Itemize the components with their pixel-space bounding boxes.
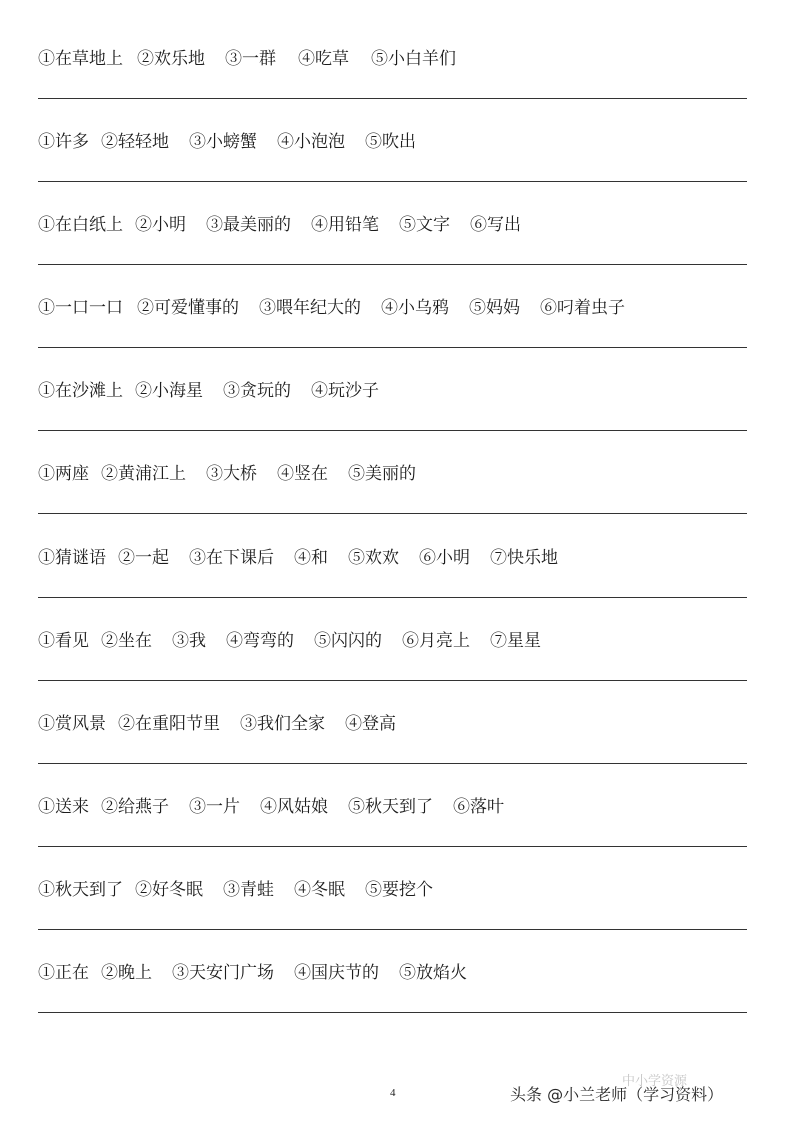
word-item: ③我 (172, 631, 206, 651)
word-item: ②黄浦江上 (101, 464, 186, 484)
word-item: ④冬眠 (294, 880, 345, 900)
exercise-row (0, 628, 793, 711)
word-item: ⑥月亮上 (402, 631, 470, 651)
word-item: ⑤要挖个 (365, 880, 433, 900)
word-item: ③最美丽的 (206, 215, 291, 235)
word-item: ⑤吹出 (365, 132, 416, 152)
word-item: ③天安门广场 (172, 963, 274, 983)
word-item: ④吃草 (298, 49, 349, 69)
word-item: ④国庆节的 (294, 963, 379, 983)
word-item: ⑤放焰火 (399, 963, 467, 983)
word-item: ⑥落叶 (453, 797, 504, 817)
word-item: ③青蛙 (223, 880, 274, 900)
word-item: ④竖在 (277, 464, 328, 484)
word-group (38, 545, 558, 571)
word-item: ①在草地上 (38, 49, 123, 69)
word-item: ④风姑娘 (260, 797, 328, 817)
word-group (38, 877, 433, 903)
word-item: ④和 (294, 548, 328, 568)
word-item: ①正在 (38, 963, 89, 983)
exercise-row (0, 295, 793, 378)
answer-line (38, 1012, 747, 1013)
page-number: 4 (390, 1087, 396, 1099)
word-item: ④小乌鸦 (381, 298, 449, 318)
answer-line (38, 513, 747, 514)
answer-line (38, 597, 747, 598)
answer-line (38, 264, 747, 265)
word-item: ①许多 (38, 132, 89, 152)
exercise-row (0, 545, 793, 628)
word-item: ⑦星星 (490, 631, 541, 651)
exercise-row (0, 46, 793, 129)
word-item: ③在下课后 (189, 548, 274, 568)
word-item: ①两座 (38, 464, 89, 484)
watermark-ghost: 中小学资源 (622, 1074, 688, 1089)
word-group (38, 295, 625, 321)
word-item: ②小明 (135, 215, 186, 235)
word-item: ⑤文字 (399, 215, 450, 235)
word-item: ⑤闪闪的 (314, 631, 382, 651)
word-item: ⑤妈妈 (469, 298, 520, 318)
word-item: ④小泡泡 (277, 132, 345, 152)
word-item: ②小海星 (135, 381, 203, 401)
watermark-text: 头条 @小兰老师（学习资料） (510, 1085, 724, 1104)
exercise-row (0, 378, 793, 461)
answer-line (38, 181, 747, 182)
word-group (38, 46, 456, 72)
answer-line (38, 680, 747, 681)
exercise-row (0, 960, 793, 1043)
word-item: ⑤秋天到了 (348, 797, 433, 817)
word-item: ⑥叼着虫子 (540, 298, 625, 318)
word-item: ⑤美丽的 (348, 464, 416, 484)
word-item: ②轻轻地 (101, 132, 169, 152)
exercise-row (0, 129, 793, 212)
word-item: ①赏风景 (38, 714, 106, 734)
exercise-row (0, 461, 793, 544)
word-item: ②给燕子 (101, 797, 169, 817)
exercise-row (0, 711, 793, 794)
watermark (510, 1074, 724, 1105)
word-item: ⑥写出 (470, 215, 521, 235)
answer-line (38, 430, 747, 431)
answer-line (38, 347, 747, 348)
word-item: ③一片 (189, 797, 240, 817)
word-group (38, 794, 504, 820)
word-group (38, 378, 379, 404)
word-item: ③一群 (225, 49, 276, 69)
word-item: ②欢乐地 (137, 49, 205, 69)
word-item: ②晚上 (101, 963, 152, 983)
word-item: ④玩沙子 (311, 381, 379, 401)
word-group (38, 628, 541, 654)
word-item: ①在沙滩上 (38, 381, 123, 401)
answer-line (38, 98, 747, 99)
word-item: ④用铅笔 (311, 215, 379, 235)
word-item: ④登高 (345, 714, 396, 734)
word-item: ③我们全家 (240, 714, 325, 734)
word-item: ①秋天到了 (38, 880, 123, 900)
word-item: ①在白纸上 (38, 215, 123, 235)
word-item: ①一口一口 (38, 298, 123, 318)
answer-line (38, 763, 747, 764)
word-item: ⑦快乐地 (490, 548, 558, 568)
answer-line (38, 846, 747, 847)
word-item: ①看见 (38, 631, 89, 651)
exercise-row (0, 794, 793, 877)
word-group (38, 461, 416, 487)
word-item: ③大桥 (206, 464, 257, 484)
word-item: ①猜谜语 (38, 548, 106, 568)
word-item: ⑥小明 (419, 548, 470, 568)
exercise-row (0, 212, 793, 295)
word-group (38, 711, 396, 737)
word-group (38, 129, 416, 155)
word-group (38, 960, 467, 986)
word-item: ②坐在 (101, 631, 152, 651)
word-item: ④弯弯的 (226, 631, 294, 651)
exercise-row (0, 877, 793, 960)
word-item: ②好冬眠 (135, 880, 203, 900)
word-item: ②一起 (118, 548, 169, 568)
word-item: ①送来 (38, 797, 89, 817)
word-item: ⑤小白羊们 (371, 49, 456, 69)
word-item: ③贪玩的 (223, 381, 291, 401)
word-item: ③喂年纪大的 (259, 298, 361, 318)
word-item: ②可爱懂事的 (137, 298, 239, 318)
answer-line (38, 929, 747, 930)
word-item: ③小螃蟹 (189, 132, 257, 152)
word-item: ②在重阳节里 (118, 714, 220, 734)
word-item: ⑤欢欢 (348, 548, 399, 568)
word-group (38, 212, 521, 238)
